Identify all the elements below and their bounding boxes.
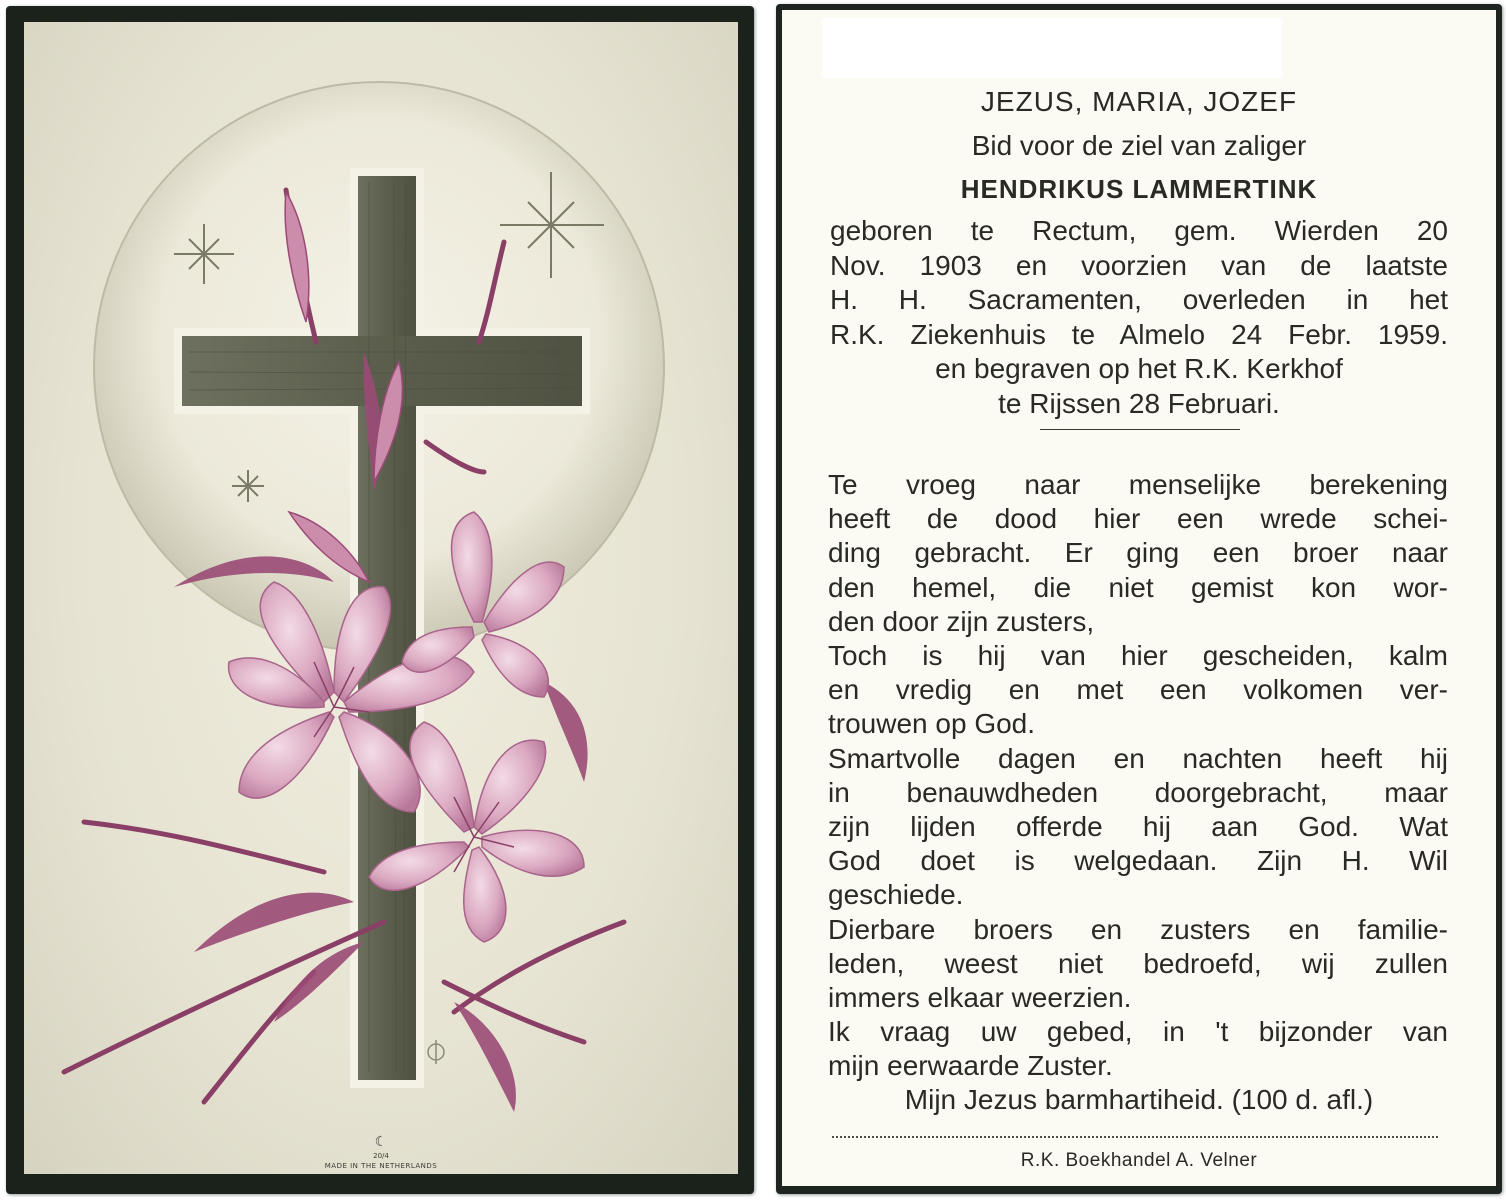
biography-line: Nov. 1903 en voorzien van de laatste [830, 249, 1448, 281]
biography-line: te Rijssen 28 Februari. [998, 387, 1280, 419]
biography-line: R.K. Ziekenhuis te Almelo 24 Febr. 1959. [830, 318, 1448, 350]
verse-line: Dierbare broers en zusters en familie- [828, 913, 1448, 945]
maker-code: 20/4 [373, 1152, 389, 1160]
card-front-illustration-area [24, 22, 738, 1174]
verse-line: Toch is hij van hier gescheiden, kalm [828, 640, 1448, 672]
verse-line: trouwen op God. [828, 708, 1036, 740]
verse-line: leden, weest niet bedroefd, wij zullen [828, 947, 1448, 979]
biography-block [830, 214, 1448, 421]
biography-line: geboren te Rectum, gem. Wierden 20 [830, 215, 1448, 246]
closing-invocation: Mijn Jezus barmhartiheid. (100 d. afl.) [904, 1084, 1374, 1115]
dotted-divider [832, 1136, 1438, 1138]
verse-line: Ik vraag uw gebed, in 't bijzonder van [828, 1016, 1448, 1048]
divider-rule [1040, 429, 1240, 430]
cross-and-lilies-illustration [24, 22, 738, 1174]
card-back [776, 4, 1502, 1194]
printer-logo-icon: ☾ [374, 1134, 388, 1150]
prayer-subheading: Bid voor de ziel van zaliger [971, 130, 1307, 161]
biography-line: en begraven op het R.K. Kerkhof [935, 353, 1343, 384]
deceased-name: HENDRIKUS LAMMERTINK [960, 174, 1318, 204]
verse-line: ding gebracht. Er ging een broer naar [828, 537, 1448, 569]
artist-monogram [428, 1040, 444, 1064]
verse-line: mijn eerwaarde Zuster. [828, 1050, 1113, 1082]
verse-line: God doet is welgedaan. Zijn H. Wil [828, 845, 1448, 877]
verse-line: den hemel, die niet gemist kon wor- [828, 571, 1448, 603]
verse-line: Te vroeg naar menselijke berekening [828, 469, 1448, 500]
verse-line: zijn lijden offerde hij aan God. Wat [828, 811, 1448, 843]
memorial-verse [828, 468, 1448, 1084]
verse-line: Smartvolle dagen en nachten heeft hij [828, 742, 1448, 774]
verse-line: in benauwdheden doorgebracht, maar [828, 776, 1448, 808]
prayer-heading: JEZUS, MARIA, JOZEF [980, 86, 1298, 117]
made-in-text: MADE IN THE NETHERLANDS [324, 1162, 438, 1170]
card-back-text-area [782, 10, 1496, 1186]
biography-line: H. H. Sacramenten, overleden in het [830, 284, 1448, 315]
verse-line: heeft de dood hier een wrede schei- [828, 503, 1448, 535]
publisher-imprint: R.K. Boekhandel A. Velner [1020, 1150, 1258, 1171]
verse-line: immers elkaar weerzien. [828, 982, 1132, 1014]
card-front [6, 6, 754, 1194]
redaction-patch [822, 18, 1282, 78]
verse-line: geschiede. [828, 879, 964, 911]
verse-line: den door zijn zusters, [828, 605, 1095, 637]
verse-line: en vredig en met een volkomen ver- [828, 674, 1448, 706]
